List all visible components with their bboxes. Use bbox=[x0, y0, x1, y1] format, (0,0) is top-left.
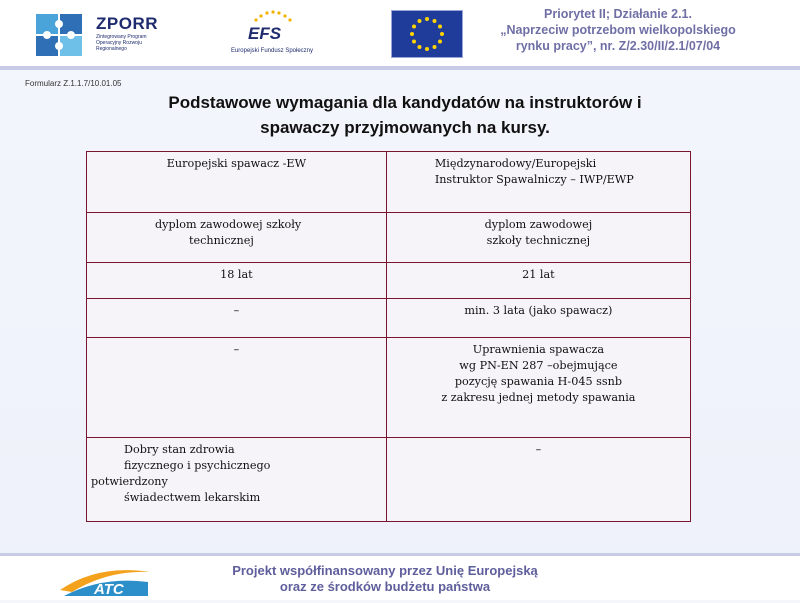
cell-text: Instruktor Spawalniczy – IWP/EWP bbox=[434, 173, 634, 186]
table-cell bbox=[386, 152, 690, 213]
cell-text: 18 lat bbox=[220, 268, 253, 281]
cell-text: Dobry stan zdrowia bbox=[124, 443, 235, 456]
atc-logo bbox=[58, 562, 152, 598]
footer-text bbox=[180, 563, 590, 595]
priority-line: Priorytet II; Działanie 2.1. bbox=[544, 7, 692, 21]
priority-block bbox=[468, 6, 768, 54]
cell-text: – bbox=[535, 443, 542, 456]
cell-text: dyplom zawodowej szkoły bbox=[155, 218, 302, 231]
table-cell bbox=[386, 299, 690, 338]
zporr-subtitle: Zintegrowany Program Operacyjny Rozwoju Regionalnego bbox=[96, 34, 147, 52]
footer-divider bbox=[0, 553, 800, 556]
table-cell bbox=[386, 213, 690, 263]
table-cell bbox=[87, 438, 387, 522]
table-row bbox=[87, 299, 691, 338]
cell-text: – bbox=[233, 304, 240, 317]
form-code: Formularz Z.1.1.7/10.01.05 bbox=[25, 79, 122, 88]
header-divider bbox=[0, 66, 800, 70]
table-cell bbox=[87, 338, 387, 438]
table-row bbox=[87, 263, 691, 299]
cell-text: pozycję spawania H-045 ssnb bbox=[454, 375, 622, 388]
table-cell bbox=[87, 299, 387, 338]
cell-text: fizycznego i psychicznego bbox=[124, 459, 271, 472]
cell-text: szkoły technicznej bbox=[486, 234, 591, 247]
page-title bbox=[60, 90, 750, 140]
zporr-logo bbox=[34, 8, 164, 64]
priority-line: rynku pracy”, nr. Z/2.30/II/2.1/07/04 bbox=[515, 39, 721, 53]
atc-label: ATC bbox=[94, 581, 124, 598]
cell-text: świadectwem lekarskim bbox=[124, 491, 261, 504]
cell-text: min. 3 lata (jako spawacz) bbox=[464, 304, 613, 317]
cell-text: z zakresu jednej metody spawania bbox=[441, 391, 636, 404]
efs-subtitle: Europejski Fundusz Społeczny bbox=[230, 48, 314, 54]
title-line: spawaczy przyjmowanych na kursy. bbox=[260, 118, 550, 137]
footer-line: oraz ze środków budżetu państwa bbox=[279, 579, 491, 594]
requirements-table bbox=[86, 151, 691, 522]
cell-text: dyplom zawodowej bbox=[484, 218, 593, 231]
efs-title: EFS bbox=[248, 24, 282, 43]
cell-text: – bbox=[233, 343, 240, 356]
cell-text: wg PN-EN 287 –obejmujące bbox=[459, 359, 618, 372]
table-row bbox=[87, 213, 691, 263]
table-cell bbox=[386, 263, 690, 299]
table-cell bbox=[87, 152, 387, 213]
table-cell bbox=[87, 263, 387, 299]
table-row bbox=[87, 438, 691, 522]
table-row bbox=[87, 152, 691, 213]
table-cell bbox=[386, 338, 690, 438]
table-cell bbox=[87, 213, 387, 263]
footer-line: Projekt współfinansowany przez Unię Europejską bbox=[232, 563, 538, 578]
cell-text: technicznej bbox=[189, 234, 254, 247]
cell-text: potwierdzony bbox=[91, 475, 168, 488]
cell-text: Międzynarodowy/Europejski bbox=[434, 157, 597, 170]
eu-stars-icon bbox=[392, 11, 462, 57]
atc-swoosh-icon bbox=[58, 562, 152, 598]
cell-text: Europejski spawacz -EW bbox=[166, 157, 307, 170]
title-line: Podstawowe wymagania dla kandydatów na instruktorów i bbox=[168, 93, 642, 112]
cell-text: Uprawnienia spawacza bbox=[472, 343, 605, 356]
eu-flag bbox=[391, 10, 463, 58]
efs-logo bbox=[226, 8, 318, 62]
zporr-title: ZPORR bbox=[96, 14, 158, 33]
priority-line: „Naprzeciw potrzebom wielkopolskiego bbox=[500, 23, 736, 37]
cell-text: 21 lat bbox=[522, 268, 555, 281]
table-row bbox=[87, 338, 691, 438]
table-cell bbox=[386, 438, 690, 522]
puzzle-icon bbox=[34, 8, 90, 64]
